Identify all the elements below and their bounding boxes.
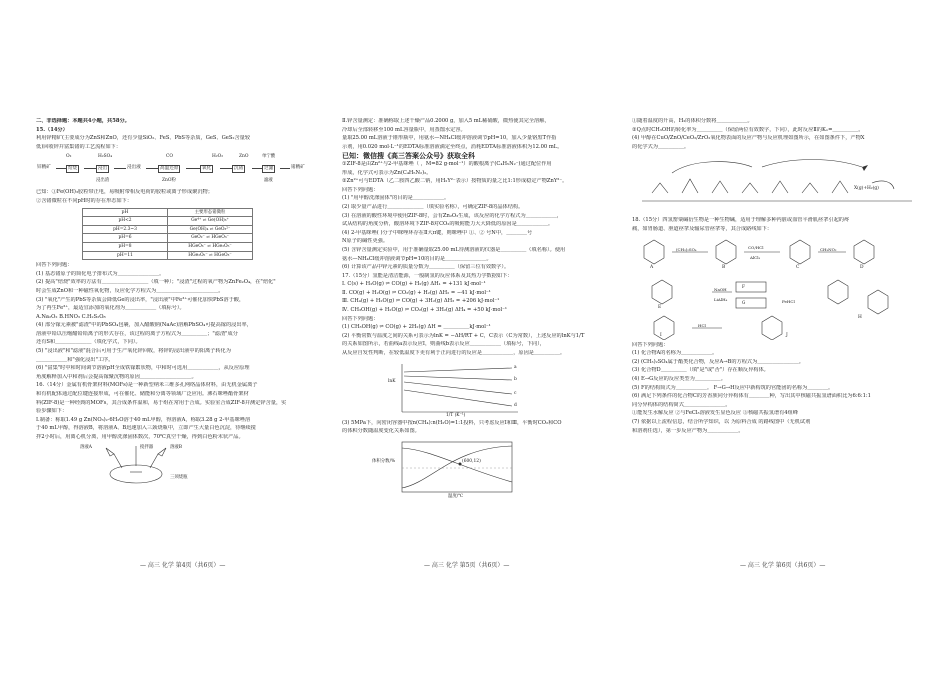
lnk-ylabel: lnK — [388, 378, 396, 384]
compound-j-label: J — [786, 332, 788, 338]
mechanism-product-label: X(g)+H₂(g) — [854, 186, 879, 192]
section-header: 二、非选择题：本题共4小题，共58分。 — [36, 118, 130, 124]
flow-label-zno: ZnO — [239, 154, 249, 160]
table-header-cell: pH — [83, 208, 168, 217]
question-line: (4) E→G反应的反应类型为＿＿＿＿＿。 — [632, 375, 726, 382]
q16-questions — [342, 161, 628, 272]
question-line: N原子的碱性更强。 — [342, 238, 389, 245]
question-line: 于40 mL甲醇，得溶液B，将溶液A、B迅速加入三颈烧瓶中，立即产生大量白色沉淀，待继续搅 — [36, 425, 256, 432]
flow-box-filter: 过滤 — [264, 166, 274, 172]
mechanism-drawing — [632, 153, 922, 215]
volume-fraction-graph — [342, 438, 628, 500]
table-cell: Ge(OH)₄ ⇌ GeO₃²⁻ — [168, 225, 253, 234]
question-line: (1) CH₃OH(g) ⇌ CO(g) + 2H₂(g) ΔH = ＿＿＿＿＿kJ·mol⁻¹ — [342, 324, 491, 331]
reagent-label: FeHCl — [782, 298, 795, 304]
flow-arrow — [252, 168, 262, 169]
mechanism-diagram — [632, 153, 924, 215]
question-line: (2) (CH₃)₂SO₄属于酯类化合物，反应A→B的方程式为＿＿＿＿＿＿＿＿。 — [632, 358, 804, 365]
table-row — [83, 234, 253, 243]
reagent-label: CH₃NO₂ — [820, 246, 837, 252]
lnk-xlabel: 1/T (K⁻¹) — [446, 412, 466, 418]
vf-xlabel: 温度/℃ — [448, 493, 464, 499]
known-note-1: 已知：①Fe(OH)₃胶粒带正电，易吸附带相反电荷的胶粒或离子形成聚沉物； — [36, 189, 213, 196]
question-line: 从反应自发性判断，在较低温度下更有利于正向进行的反应是＿＿＿＿＿＿，原因是＿＿＿＿＿。 — [342, 350, 566, 357]
table-cell: pH=2.3~3 — [83, 225, 168, 234]
flow-label-zno-powder: ZnO粉 — [162, 178, 176, 184]
table-cell: Ge⁴⁺ ⇌ Ge(OH)₃⁺ — [168, 217, 253, 226]
col2-line: 量取25.00 mL溶液于锥形瓶中，用氨水—NH₄Cl缓冲溶液调节pH=10，加入少量铬黑T作指 — [342, 135, 557, 142]
question-line: (3) "氧化"产生的PbS等杂质会降低Ge的浸出率，"浸出液"中Fe³⁺可催化加快PbS溶于酸， — [36, 296, 245, 303]
question-line: Ⅱ. CO(g) + H₂O(g) ⇌ CO₂(g) + H₂(g) ΔH₂ = −41 kJ·mol⁻¹ — [342, 289, 491, 296]
question-line: 氨水—NH₄Cl缓冲溶液调节pH=10的目的是＿＿＿＿＿＿＿＿。 — [342, 255, 492, 262]
question-line: (5) F的结构简式为＿＿＿＿＿＿。 F→G→H反应中新构筑的官能团的名称为＿＿＿＿。 — [632, 384, 834, 391]
vf-ylabel: 体积分数/% — [372, 458, 396, 464]
flow-label-co: CO — [166, 154, 173, 160]
table-cell: pH=8 — [83, 242, 168, 251]
compound-g-label: G — [742, 299, 746, 305]
question-line: (1) 基态锗原子的简化电子排布式为＿＿＿＿＿＿＿＿。 — [36, 270, 165, 277]
question-line: (2) 取少量产品进行＿＿＿＿＿＿＿（填实验名称），可确定ZIF-8的晶体结构。 — [342, 203, 524, 210]
vf-annotation: (600,12) — [462, 458, 481, 464]
apparatus-label-solution-a: 溶液A — [80, 444, 92, 450]
known-note-2: ②含锗微粒在不同pH时的存在形态如下： — [36, 197, 133, 204]
flow-arrow — [84, 168, 96, 169]
apparatus-label-solution-b: 溶液B — [170, 444, 183, 450]
question-line: ①ZIF-8是由Zn²⁺与2-甲基咪唑（ ，M=82 g·mol⁻¹）的酸根离子(C₄H₅N₂⁻)通过配位作用 — [342, 160, 552, 167]
question-line: 拌2小时后，用离心机分离，用甲醇洗涤固体数次，70℃真空干燥，得到白色粉末状产品。 — [36, 434, 244, 440]
volume-fraction-plot — [342, 438, 542, 500]
table-row — [83, 251, 253, 260]
page-4-footer: — 高三 化学 第4页（共6页）— — [140, 562, 226, 569]
question-line: 形成，化学式可表示为Zn(C₄H₅N₂)₂。 — [342, 169, 432, 176]
question-line: (5) "浸出液"和"滤液"混合后可用于生产氧化锌回收，将锌的浸出液中的阳离子转化为 — [36, 348, 231, 355]
q15-intro-1: 利用锌精矿(主要成分为ZnS和ZnO，还有少量SiO₂、FeS、PbS等杂质，GeS、GeS₂含量较 — [36, 135, 251, 142]
curve-b-label: b — [514, 376, 517, 382]
flow-box-ore: 锌精矿 — [37, 165, 51, 171]
compound-i-label: I — [660, 332, 662, 338]
synthesis-route — [632, 236, 924, 340]
reagent-label: LiAlH₄ — [714, 296, 728, 302]
compound-c-label: C — [796, 264, 800, 270]
question-line: Ⅲ. CH₄(g) + H₂O(g) ⇌ CO(g) + 3H₂(g) ΔH₃ = +206 kJ·mol⁻¹ — [342, 298, 500, 305]
flow-label-h2so4: H₂SO₄ — [98, 154, 112, 160]
question-line: 时会生成ZnO和一种磁性氧化物，反应化学方程式为＿＿＿＿＿＿＿＿＿＿＿＿。 — [36, 287, 224, 294]
table-cell: pH<2 — [83, 217, 168, 226]
question-line: ①能发生水解反应 ②与FeCl₃溶液发生显色反应 ③核磁共振氢谱有4组峰 — [632, 410, 798, 417]
co2-curve — [402, 448, 512, 482]
q16-body — [36, 391, 330, 442]
reagent-label: HCl — [698, 322, 706, 328]
curve-d-label: d — [514, 402, 517, 408]
table-header-row — [83, 208, 253, 217]
table-cell: pH=11 — [83, 251, 168, 260]
question-line: 和溶剂任选），第一步反应产物为＿＿＿＿＿＿。 — [632, 427, 744, 434]
question-line: (3) 5MPa下，向密闭容器中按n(CH₄):n(H₂O)=1:1投料，只考虑反应Ⅰ和Ⅲ，平衡时CO₂和CO — [342, 419, 562, 426]
table-cell: pH=6 — [83, 234, 168, 243]
q17-part-3 — [342, 420, 628, 436]
apparatus-label-flask: 三颈烧瓶 — [170, 474, 188, 480]
question-line: 的体积分数随温度变化关系如图。 — [342, 428, 420, 435]
question-line: ①随着温度的升高，H₂的体积分数将＿＿＿＿＿＿。 — [632, 118, 753, 124]
flow-label-tannin: 单宁酸 — [262, 154, 276, 160]
flow-box-oxidize: 氧化 — [202, 166, 212, 172]
page-5-footer: — 高三 化学 第5页（共6页）— — [424, 562, 510, 569]
question-line: (3) 在溶液的酸性环境中使用ZIF-8时，会有Zn₂O₃生成，该反应的化学方程式为＿＿＿＿＿＿， — [342, 212, 562, 219]
question-line: Ⅳ. CH₃OH(g) + H₂O(g) ⇌ CO₂(g) + 3H₂(g) ΔH₄ = +50 kJ·mol⁻¹ — [342, 307, 507, 314]
reagent-label: NaOH — [714, 286, 727, 292]
flow-arrow — [56, 168, 66, 169]
curve-b — [404, 376, 512, 380]
table-cell: HGe₂O₅⁻ ⇌ HGeO₃⁻ — [168, 251, 253, 260]
table-row — [83, 217, 253, 226]
flow-box-leachate: 浸出液 — [127, 165, 141, 171]
question-line: (4) 甲醇在CuO/ZnO/CeO₂/ZrO₂氧化物表面的反应产物与反应机理如图所示，在如图条件下，产物X — [632, 135, 865, 142]
question-line: (6) 计算该产品中锌元素的质量分数为＿＿＿＿＿（保留三位有效数字）。 — [342, 264, 510, 271]
flow-box-precipitate: 沉锗 — [234, 166, 244, 172]
compound-b-label: B — [722, 264, 726, 270]
question-line: (7) 依据以上流程信息，结合所学知识，以 为原料合成 的路线图中（无机试剂 — [632, 418, 811, 425]
question-line: A.Na₂O₂ B.HNO₃ C.H₂S₂O₈ — [36, 313, 106, 320]
apparatus-figure — [36, 444, 330, 484]
lnk-graph — [342, 360, 628, 418]
question-line: (5) 含锌含量测定实验中，用于准确量取25.00 mL待测溶液的仪器是＿＿＿＿＿（填名称）。使用 — [342, 246, 566, 253]
question-line: Ⅰ. C(s) + H₂O(g) ⇌ CO(g) + H₂(g) ΔH₁ = +131 kJ·mol⁻¹ — [342, 281, 486, 288]
flow-arrow — [114, 168, 126, 169]
q18-line: 痛，如胃肠道、胆道痉挛及输尿管痉挛等，其合成路线如下： — [632, 225, 773, 232]
question-line: (1) 化合物A的名称为＿＿＿＿＿＿。 — [632, 350, 718, 357]
compound-a-label: A — [650, 264, 654, 270]
reagent-label: (CH₃)₂SO₄ — [676, 246, 697, 252]
flow-arrow — [186, 168, 200, 169]
flow-arrow — [220, 168, 232, 169]
question-line: 回答下列问题： — [36, 262, 73, 269]
q17-title: 17.（15分）氢能是清洁能源，一般制氢的反应体系及其热力学数据如下： — [342, 272, 513, 279]
table-cell: GeO₂⁻ ⇌ HGeO₃⁻ — [168, 234, 253, 243]
q18-title: 18.（15分）四氢罂粟碱衍生物是一种生物碱，适用于理解多种内脏或血管平滑肌痉挛引起的疼 — [632, 217, 850, 224]
page-6-footer: — 高三 化学 第6页（共6页）— — [740, 562, 826, 569]
q17-body — [342, 281, 628, 357]
table-row — [83, 225, 253, 234]
question-line: 和有机配体通过配位键连接形成，可在催化、储能和分离等领域广泛应用。沸石咪唑酯骨架材 — [36, 391, 249, 398]
page-4-column — [36, 118, 330, 563]
compound-f-label: F — [742, 283, 745, 289]
col2-line: Ⅱ.锌含量测定：准确称取上述干燥产品0.2000 g，加入5 mL稀硝酸，微热使其完全溶解， — [342, 118, 550, 124]
curve-a-label: a — [514, 364, 517, 370]
ph-species-table — [82, 208, 253, 261]
question-line: Ⅰ.制备：称取1.49 g Zn(NO₃)₂·6H₂O溶于40 mL甲醇，得溶液A，称取3.28 g 2-甲基咪唑溶 — [36, 416, 251, 423]
flow-arrow — [146, 168, 158, 169]
question-line: 验步骤如下： — [36, 408, 68, 415]
page-6-column — [632, 118, 924, 563]
flow-box-reduce: 高温还原 — [160, 166, 179, 172]
flow-box-roast: 焙烧 — [68, 166, 78, 172]
question-line: (4) 2-甲基咪唑( )分子中咪唑环存在Ⅱ大π键，则咪唑中 ①、② 号N中，＿＿＿＿号 — [342, 229, 533, 236]
question-line: (2) 提高"焙烧"效率的方法有＿＿＿＿＿＿＿＿＿（填一种）；"浸渣"过程的氧产物为ZnFe₂O₄，在"焙化" — [36, 279, 276, 286]
question-line: 的化学式为＿＿＿＿＿。 — [632, 143, 690, 150]
curve-c-label: c — [514, 390, 517, 396]
question-line: (1) "用甲醇洗涤固体"的目的是＿＿＿＿＿＿。 — [342, 195, 450, 202]
flow-arrow — [280, 168, 290, 169]
flow-label-filtrate: 滤液 — [264, 178, 273, 184]
co-curve — [402, 446, 512, 488]
watermark-text: 已知：微信搜《高三答案公众号》获取全科 — [342, 152, 475, 160]
question-line: (4) 部分镓元素被"滤渣"中的PbSO₄包裹，加入醋酸钠(NaAc)溶解PbSO₄可提高镓的浸出率， — [36, 322, 252, 329]
question-line: 角度解释加入中和剂后会提高镓聚沉物的原因＿＿＿＿＿＿＿＿＿＿。 — [36, 373, 197, 380]
question-line: (6) 满足下列条件的化合物C的芳香族同分异构体有＿＿＿＿种，写出其中核磁共振氢谱面积比为6:6:1:1 — [632, 393, 871, 400]
flow-label-h2o2: H₂O₂ — [212, 154, 223, 160]
q15-questions — [36, 262, 330, 381]
question-line: ②Q点时CH₃OH的转化率为＿＿＿＿＿（保留两位有效数字，下同），此时反应Ⅱ的Kₓ=＿＿＿＿＿。 — [632, 126, 864, 133]
question-line: 试从结构的角度分析，酸溶环境下ZIF-8对CO₂的吸附能力大大降低的原因是＿＿＿＿＿＿。 — [342, 221, 554, 228]
col2-line: 冷却后全部转移至100 mL容量瓶中，用蒸馏水定容。 — [342, 126, 466, 133]
question-line: 还有S和＿＿＿＿＿＿＿（填化学式，下同）。 — [36, 339, 141, 346]
compound-d-label: D — [860, 264, 864, 270]
flow-box-leach: 浸出 — [98, 166, 108, 172]
q15-title: 15.（14分） — [36, 126, 68, 133]
question-line: 溶液中铅以压缩醋铅铅离子的形式存在，该过程的离子方程式为＿＿＿＿＿；"滤渣"成分 — [36, 330, 238, 337]
curve-a — [404, 368, 512, 372]
question-line: 同分异构体的结构简式＿＿＿＿＿＿＿＿。 — [632, 401, 731, 408]
compound-e-label: E — [658, 304, 662, 310]
table-header-cell: 主要形态锗微粒 — [168, 208, 253, 217]
reagent-label: CO/HCl — [748, 244, 764, 250]
question-line: (3) 化合物D＿＿＿＿＿（填"是"或"否"）存在顺反异构体。 — [632, 367, 769, 374]
compound-h-label: H — [858, 314, 862, 320]
lnk-plot — [342, 360, 542, 418]
apparatus-label-stirrer: 搅拌器 — [140, 444, 154, 450]
question-line: 回答下列问题： — [342, 315, 379, 322]
flow-label-o2: O₂ — [66, 154, 72, 160]
col2-line: 示剂，用0.020 mol·L⁻¹的EDTA标准溶液滴定至终点，消耗EDTA标准溶液体积为12.00 mL。 — [342, 143, 563, 150]
q17-part-3-4 — [632, 118, 924, 151]
table-row — [83, 242, 253, 251]
question-line: ＿＿＿＿＿＿和"强化浸出"工序。 — [36, 356, 114, 363]
table-cell: HGeO₃⁻ ⇌ HGe₂O₅⁻ — [168, 242, 253, 251]
q15-intro-2: 低)回收锌并富集锗的工艺流程如下： — [36, 143, 122, 150]
question-line: 的关系如图所示，若曲线a表示反应Ⅰ，则曲线b表示反应＿＿＿＿＿＿（填标号，下同）， — [342, 341, 545, 348]
q18-questions — [632, 342, 924, 436]
question-line: (2) 平衡常数与温度之间的关系可表示为lnK = −ΔH/RT + C，C表示（C为常数），上述反应的lnK与1/T — [342, 332, 585, 339]
question-line: 料(ZIF-8)是一种经典的MOFs，其合成条件温和，易于组在常用于合成。实验室合成ZIF-8并测定锌含量，实 — [36, 399, 287, 406]
question-line: 回答下列问题： — [342, 186, 379, 193]
reagent-label: AlCl₃ — [750, 254, 761, 260]
question-line: (6) "富集"时中和时间调节溶液pH全成铁镓絮状物，中和时可选用＿＿＿＿＿＿，从反应原理 — [36, 365, 250, 372]
process-flow-diagram — [36, 153, 330, 187]
flow-box-concentrate: 锗精矿 — [291, 165, 305, 171]
flow-label-residue: 浸出渣 — [96, 178, 110, 184]
q16-title: 16.（14分）金属有机骨架材料(MOFs)是一种新型纳米三维多孔网络晶体材料，由无机金属离子 — [36, 382, 258, 389]
question-line: 回答下列问题： — [632, 341, 669, 348]
question-line: 为了再生Fe³⁺，最适宜添加的氧化剂为＿＿＿＿＿＿（填标号）。 — [36, 305, 185, 312]
question-line: ②Zn²⁺可与EDTA（乙二胺四乙酸二钠，用H₂Y²⁻表示）按物质的量之比1:1形成稳定产物ZnY²⁻。 — [342, 178, 568, 185]
page-5-column — [342, 118, 628, 563]
apparatus-drawing — [36, 444, 236, 484]
